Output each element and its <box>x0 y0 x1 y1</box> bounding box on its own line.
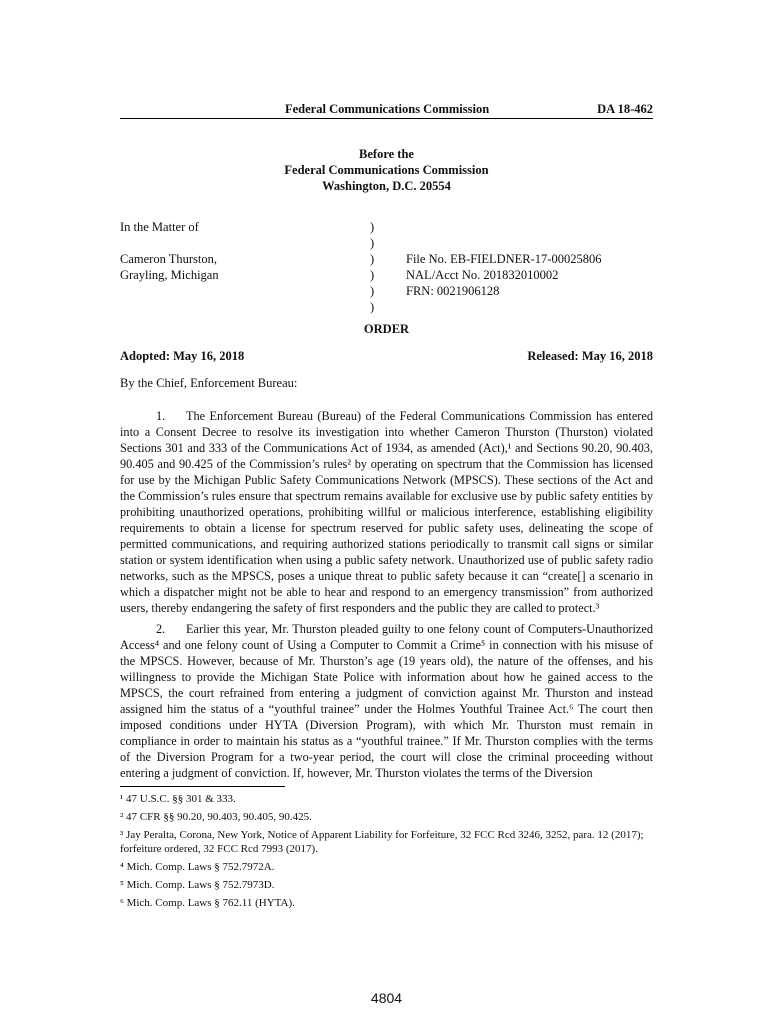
paragraph-number: 2. <box>156 622 166 636</box>
caption-left-line: Cameron Thurston, <box>120 252 217 266</box>
caption-paren: ) <box>370 252 375 266</box>
caption-right-line: NAL/Acct No. 201832010002 <box>406 268 559 282</box>
caption-left-line <box>120 283 360 299</box>
caption-paren: ) <box>370 300 375 314</box>
running-header <box>120 102 653 118</box>
released-date: Released: May 16, 2018 <box>527 349 653 363</box>
footnote: ¹ 47 U.S.C. §§ 301 & 333. <box>120 793 236 805</box>
caption-right-line: File No. EB-FIELDNER-17-00025806 <box>406 252 602 266</box>
footnote: ³ Jay Peralta, Corona, New York, Notice of Apparent Liability for Forfeiture, 32 FCC Rcd 3246, 3252, para. 12 (2017); forfeiture ordered, 32 FCC Rcd 7993 (2017). <box>120 829 644 855</box>
caption-paren: ) <box>370 284 375 298</box>
caption-paren: ) <box>370 220 375 234</box>
footnote-rule <box>120 786 285 787</box>
caption-parties <box>120 219 360 315</box>
header-doc-number: DA 18-462 <box>597 102 653 116</box>
caption-right-line: FRN: 0021906128 <box>406 284 500 298</box>
title-location: Washington, D.C. 20554 <box>322 179 451 193</box>
page-number: 4804 <box>370 990 403 1006</box>
caption-right-line <box>406 299 656 315</box>
footnotes <box>120 792 653 914</box>
order-title: ORDER <box>363 322 410 336</box>
header-agency: Federal Communications Commission <box>285 102 490 116</box>
caption-left-line: In the Matter of <box>120 220 199 234</box>
footnote: ² 47 CFR §§ 90.20, 90.403, 90.405, 90.425. <box>120 811 312 823</box>
by-line: By the Chief, Enforcement Bureau: <box>120 376 298 390</box>
caption-right-line <box>406 235 656 251</box>
footnote: ⁴ Mich. Comp. Laws § 752.7972A. <box>120 861 275 873</box>
caption-left-line: Grayling, Michigan <box>120 268 219 282</box>
paragraph-text: Earlier this year, Mr. Thurston pleaded guilty to one felony count of Computers-Unauthorized Access⁴ and one felony count of Using a Computer to Commit a Crime⁵ in connection with his misuse of the MPSCS. However, because of Mr. Thurston’s age (19 years old), the nature of the offenses, and his willingness to provide the Michigan State Police with information about how he gained access to the MPSCS, the court refrained from entering a judgment of conviction against Mr. Thurston and instead assigned him the status of a “youthful trainee” under the Holmes Youthful Trainee Act.⁶ The court then imposed conditions under HYTA (Diversion Program), with which Mr. Thurston must remain in compliance in order to maintain his status as a “youthful trainee.” If Mr. Thurston complies with the terms of the Diversion Program for a two-year period, the court will close the criminal proceeding without entering a judgment of conviction. If, however, Mr. Thurston violates the terms of the Diversion <box>120 622 653 780</box>
caption-parens <box>370 219 382 315</box>
caption-right-line <box>406 219 656 235</box>
paragraph-number: 1. <box>156 409 166 423</box>
document-page <box>120 0 653 1024</box>
paragraph-2 <box>120 621 653 781</box>
caption-file-info <box>406 219 656 315</box>
paragraph-text: The Enforcement Bureau (Bureau) of the Federal Communications Commission has entered into a Consent Decree to resolve its investigation into whether Cameron Thurston (Thurston) violated Sections 301 and 333 of the Communications Act of 1934, as amended (Act),¹ and Sections 90.20, 90.403, 90.405 and 90.425 of the Commission’s rules² by operating on spectrum that the Commission has licensed for use by the Michigan Public Safety Communications Network (MPSCS). These sections of the Act and the Commission’s rules ensure that spectrum remains available for exclusive use by public safety entities by prohibiting unauthorized operations, prohibiting willful or malicious interference, establishing eligibility requirements to obtain a license for spectrum reserved for public safety uses, delineating the scope of permitted communications, and requiring authorized stations periodically to transmit call signs or similar station or system identification when using a public safety network. Unauthorized use of public safety radio networks, such as the MPSCS, poses a unique threat to public safety because it can “create[] a scenario in which a dispatcher might not be able to hear and respond to an emergency transmission” from authorized users, thereby endangering the safety of first responders and the public they are called to protect.³ <box>120 409 653 615</box>
caption-paren: ) <box>370 236 375 250</box>
caption-left-line <box>120 235 360 251</box>
caption-left-line <box>120 299 360 315</box>
title-agency: Federal Communications Commission <box>284 163 489 177</box>
title-before: Before the <box>359 147 414 161</box>
paragraph-1 <box>120 408 653 616</box>
caption-paren: ) <box>370 268 375 282</box>
adopted-date: Adopted: May 16, 2018 <box>120 349 245 363</box>
header-rule <box>120 118 653 119</box>
footnote: ⁶ Mich. Comp. Laws § 762.11 (HYTA). <box>120 897 295 909</box>
footnote: ⁵ Mich. Comp. Laws § 752.7973D. <box>120 879 275 891</box>
